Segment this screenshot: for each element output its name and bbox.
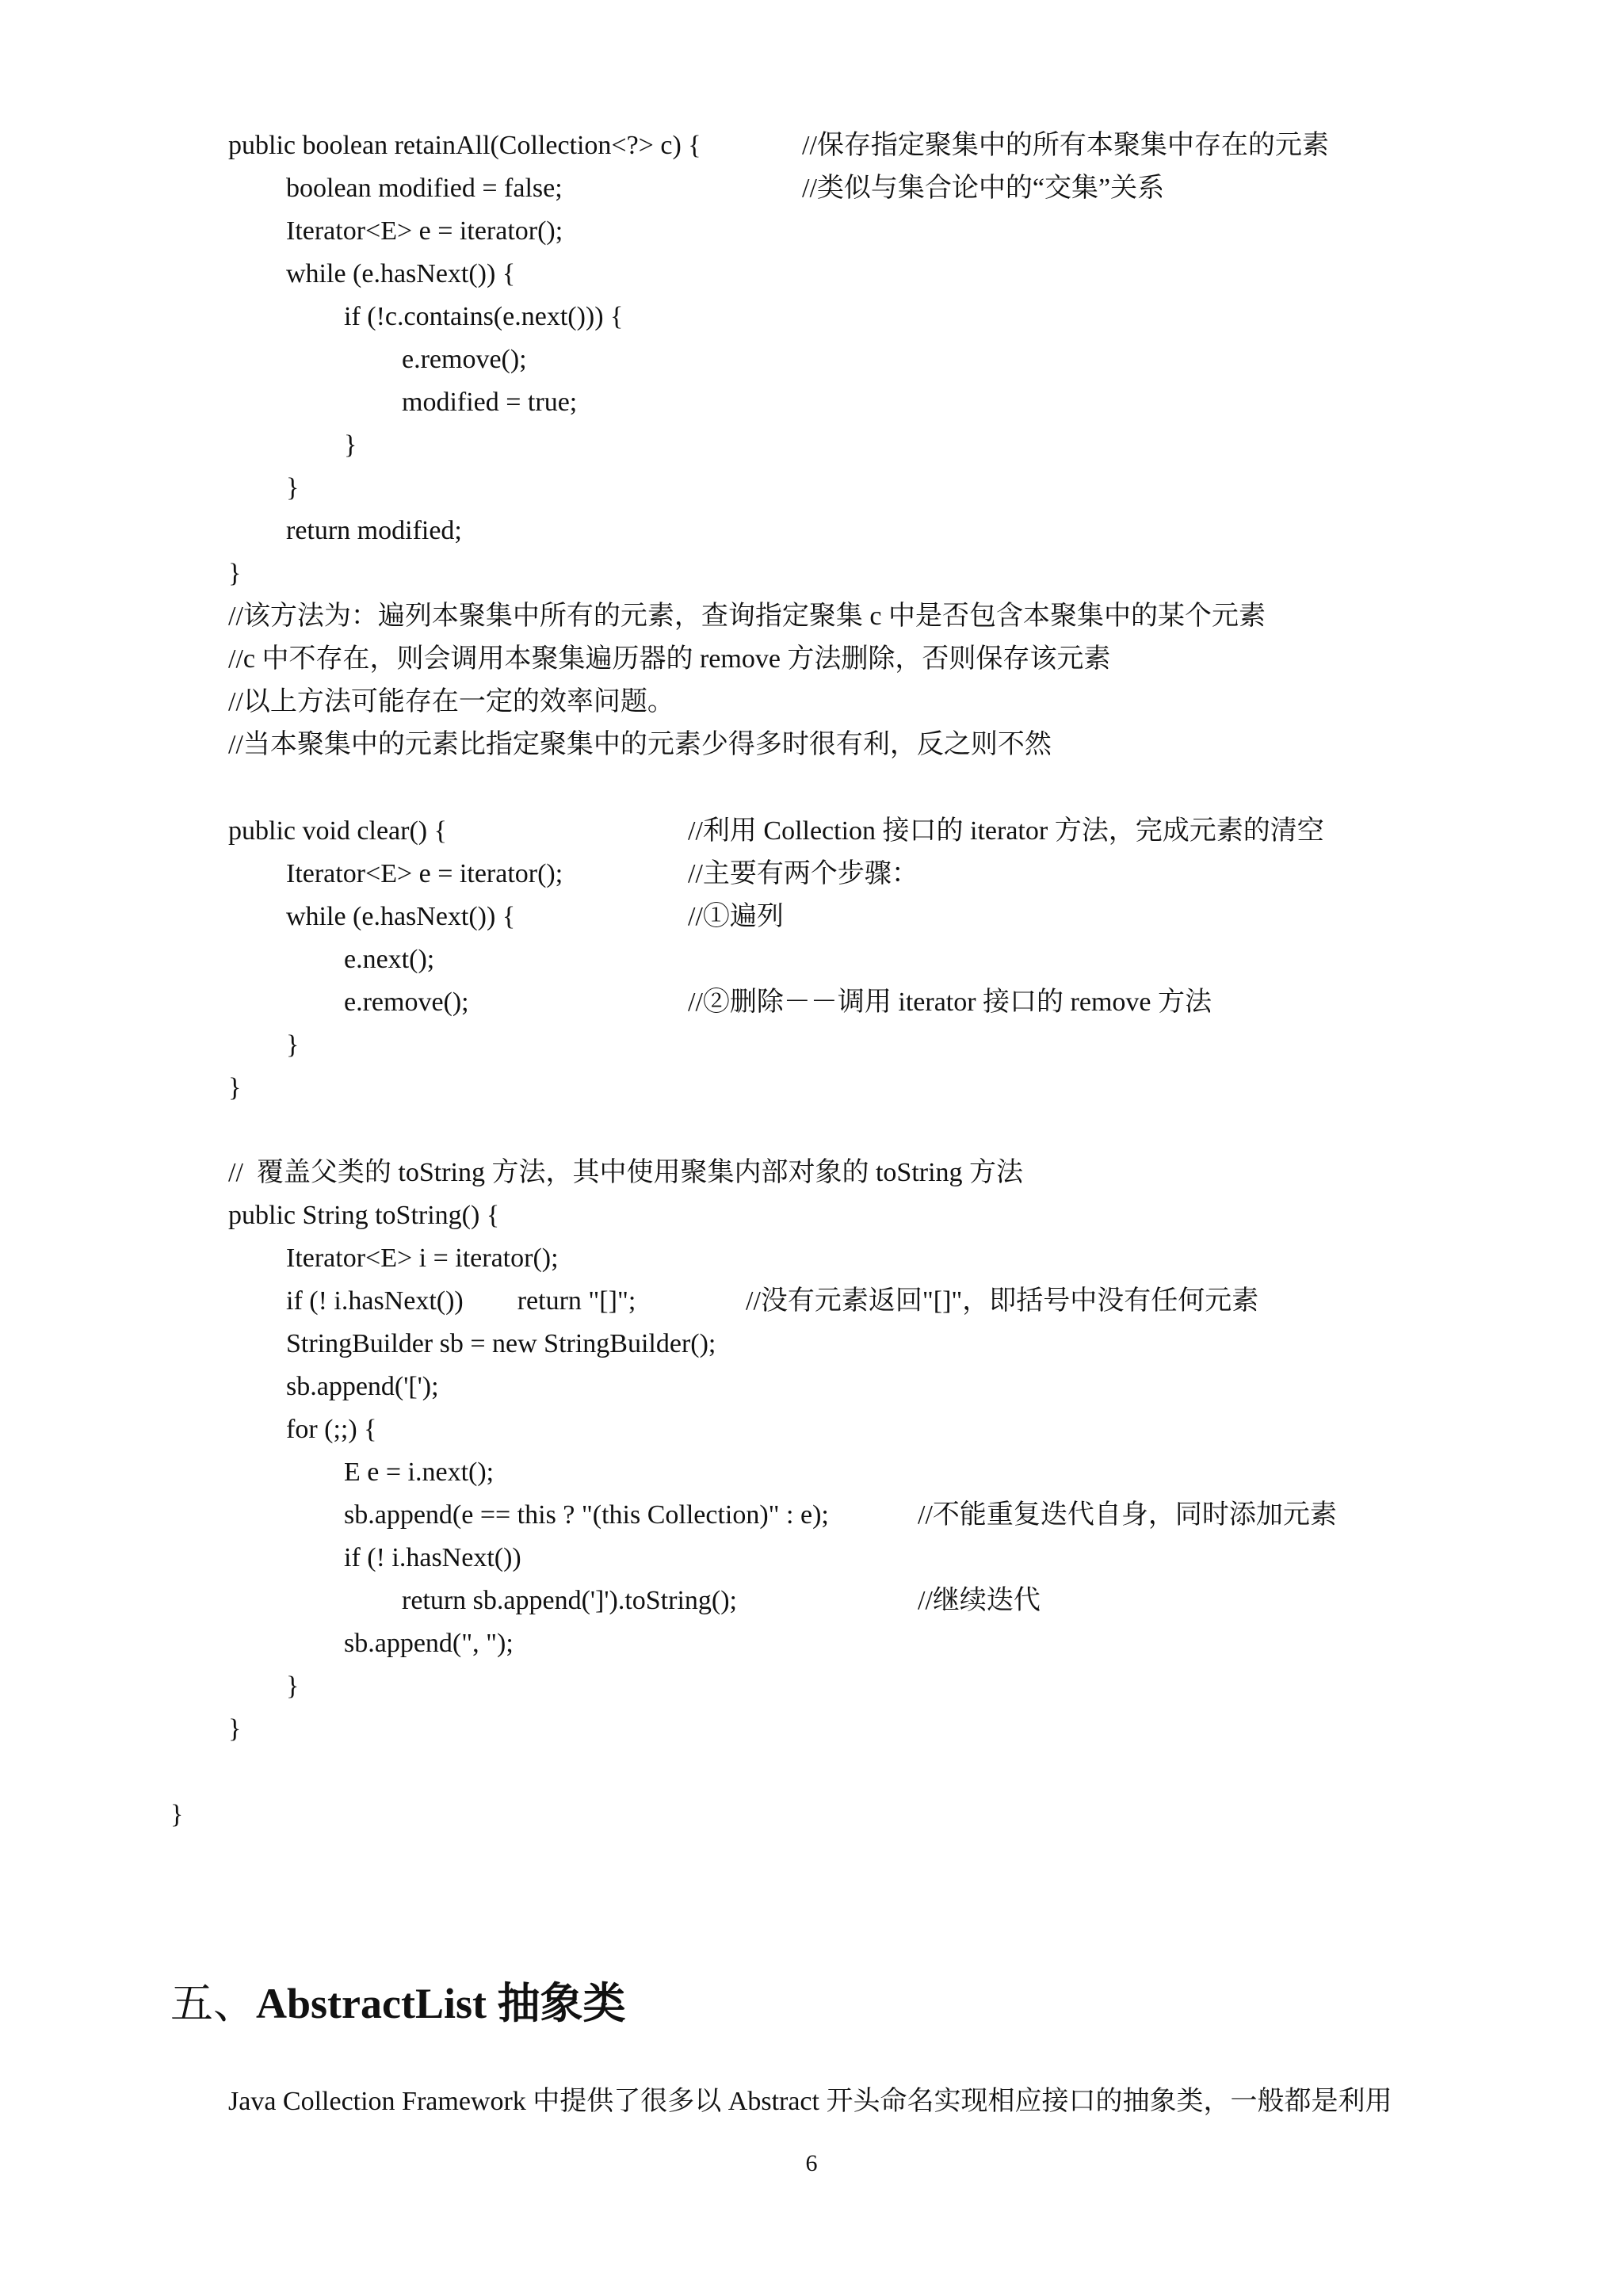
code-line: e.next(); bbox=[344, 945, 435, 974]
code-line: Iterator<E> e = iterator(); bbox=[286, 216, 563, 246]
code-line: StringBuilder sb = new StringBuilder(); bbox=[286, 1329, 716, 1358]
code-line: } bbox=[228, 1073, 242, 1102]
code-comment: // 覆盖父类的 toString 方法，其中使用聚集内部对象的 toString 方法 bbox=[228, 1158, 1024, 1187]
code-comment: //利用 Collection 接口的 iterator 方法，完成元素的清空 bbox=[688, 816, 1324, 846]
code-line: } bbox=[228, 1714, 242, 1744]
code-comment: //继续迭代 bbox=[918, 1586, 1041, 1615]
code-line: for (;;) { bbox=[286, 1415, 377, 1444]
code-line: while (e.hasNext()) { bbox=[286, 259, 516, 288]
code-line: Iterator<E> e = iterator(); bbox=[286, 859, 563, 888]
section-title: AbstractList 抽象类 bbox=[256, 1980, 626, 2027]
code-comment: //c 中不存在，则会调用本聚集遍历器的 remove 方法删除，否则保存该元素 bbox=[228, 644, 1111, 674]
code-comment: //主要有两个步骤： bbox=[688, 859, 918, 888]
code-line: e.remove(); bbox=[402, 345, 527, 374]
code-line: if (! i.hasNext()) return "[]"; bbox=[286, 1286, 636, 1316]
section-heading bbox=[170, 1978, 625, 2029]
code-comment: //当本聚集中的元素比指定聚集中的元素少得多时很有利，反之则不然 bbox=[228, 730, 1052, 759]
code-comment: //①遍列 bbox=[688, 902, 784, 931]
code-line: if (!c.contains(e.next())) { bbox=[344, 302, 624, 331]
code-line: return modified; bbox=[286, 516, 462, 545]
code-line: } bbox=[344, 430, 357, 460]
code-line: boolean modified = false; bbox=[286, 174, 563, 203]
code-line: while (e.hasNext()) { bbox=[286, 902, 516, 931]
code-comment: //保存指定聚集中的所有本聚集中存在的元素 bbox=[802, 131, 1329, 160]
code-line: public String toString() { bbox=[228, 1201, 500, 1230]
code-line: sb.append(e == this ? "(this Collection)" : e); bbox=[344, 1500, 829, 1530]
code-line: public boolean retainAll(Collection<?> c) { bbox=[228, 131, 701, 160]
code-line: } bbox=[286, 1671, 300, 1701]
code-line: modified = true; bbox=[402, 388, 578, 417]
page-number: 6 bbox=[805, 2150, 818, 2176]
code-line: } bbox=[228, 559, 242, 588]
body-paragraph: Java Collection Framework 中提供了很多以 Abstract 开头命名实现相应接口的抽象类，一般都是利用 bbox=[228, 2087, 1392, 2116]
code-comment: //②删除－－调用 iterator 接口的 remove 方法 bbox=[688, 988, 1212, 1017]
code-line: e.remove(); bbox=[344, 988, 469, 1017]
code-line: E e = i.next(); bbox=[344, 1457, 495, 1487]
code-line: sb.append(", "); bbox=[344, 1629, 514, 1658]
code-line: Iterator<E> i = iterator(); bbox=[286, 1244, 559, 1273]
section-number: 五、 bbox=[170, 1980, 256, 2027]
code-line: public void clear() { bbox=[228, 816, 447, 846]
code-line: return sb.append(']').toString(); bbox=[402, 1586, 737, 1615]
code-line: } bbox=[286, 1030, 300, 1060]
code-line: if (! i.hasNext()) bbox=[344, 1543, 521, 1572]
code-line: } bbox=[286, 473, 300, 502]
code-comment: //不能重复迭代自身，同时添加元素 bbox=[918, 1500, 1337, 1530]
code-comment: //没有元素返回"[]"，即括号中没有任何元素 bbox=[746, 1286, 1259, 1316]
code-comment: //该方法为：遍列本聚集中所有的元素，查询指定聚集 c 中是否包含本聚集中的某个元素 bbox=[228, 602, 1266, 631]
code-comment: //以上方法可能存在一定的效率问题。 bbox=[228, 687, 674, 716]
code-comment: //类似与集合论中的“交集”关系 bbox=[802, 174, 1165, 203]
class-closing-brace: } bbox=[170, 1800, 184, 1829]
code-line: sb.append('['); bbox=[286, 1372, 439, 1401]
